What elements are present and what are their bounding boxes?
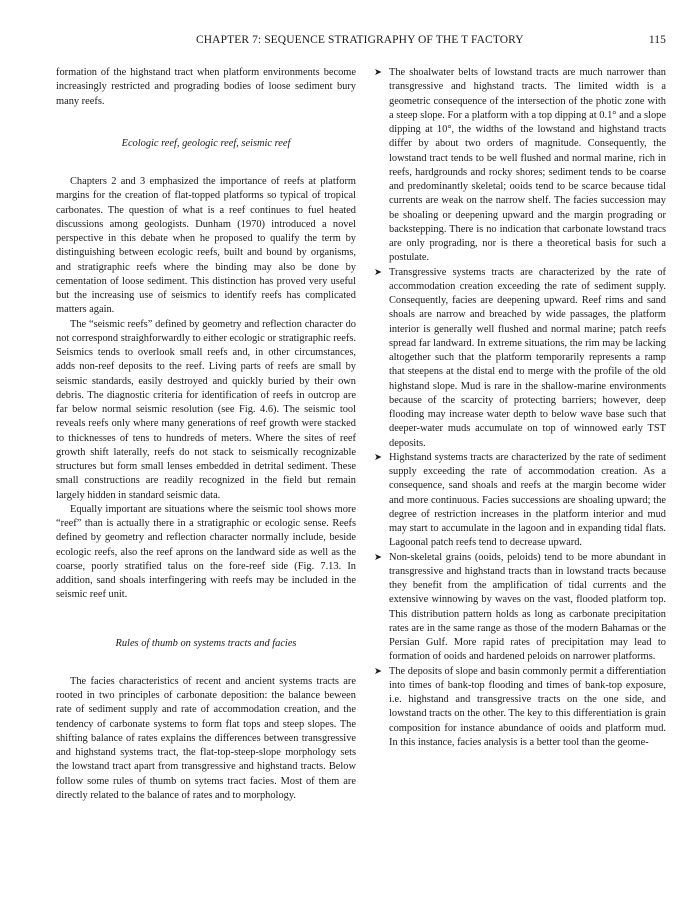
arrow-bullet-icon: ➤	[374, 666, 382, 677]
bullet-text: Non-skeletal grains (ooids, peloids) tend to be more abundant in transgressive and highstand tracts than in lowstand tracts because they benefit from the amplification of tidal currents and the extensive winnowing by waves on the vast, flooded platform top. This distribution pattern holds as long as carbonate precipitation rates are in the same range as those of the modern Bahamas or the Persian Gulf. More rapid rates of precipitation may lead to formation of ooids and hardened peloids on narrower platforms.	[389, 551, 666, 663]
arrow-bullet-icon: ➤	[374, 267, 382, 278]
paragraph-reefs-1: Chapters 2 and 3 emphasized the importance of reefs at platform margins for the creation of flat-topped platforms so typical of tropical carbonates. The question of what is a reef continues to fuel heated discussions among geologists. Dunham (1970) introduced a novel perspective in this debate when he proposed to qualify the term by distinguishing between ecologic reefs, built and bound by organisms, and stratigraphic reefs where the binding may also be done by cementation of loose sediment. This distinction has proved very useful but the increasing use of seismics to identify reefs has complicated matters again.	[56, 176, 356, 316]
paragraph-reefs-2: The “seismic reefs” defined by geometry and reflection character do not correspond straighforwardly to either ecologic or stratigraphic reefs. Seismics tends to overlook small reefs and, in other circumstances, adds non-reef deposits to the reef. Living parts of reefs are small by seismic standards, easily destroyed and quickly buried by their own debris. The diagnostic criteria for identification of reefs in outcrop are far below normal seismic resolution (see Fig. 4.6). The seismic tool reveals reefs only where many generations of reef growth were stacked to thicknesses of tens to hundreds of meters. Where the sites of reef growth shift laterally, reefs do not stack to seismically recognizable structures but form small lenses embedded in detrital sediment. These small constructions are readily recognized in the field but remain largely hidden in standard seismic data.	[56, 318, 356, 501]
left-column	[56, 66, 356, 803]
paragraph-reefs-3: Equally important are situations where the seismic tool shows more “reef” than is actually there in a stratigraphic or ecologic sense. Reefs defined by geometry and reflection character normally include, beside ecologic reefs, also the reef aprons on the landward side as well as the coarse, poorly stratified talus on the fore-reef side (Fig. 7.13. In addition, sand shoals interfingering with reefs may be included in the seismic reef unit.	[56, 503, 356, 601]
bullet-text: The shoalwater belts of lowstand tracts are much narrower than transgressive and highstand tracts. The limited width is a geometric consequence of the intersection of the photic zone with a steep slope. For a platform with a top dipping at 0.1° and a slope dipping at 10°, the widths of the lowstand and highstand tracts differ by about two orders of magnitude. Consequently, the lowstand tract tends to be well flushed and normal marine, rich in reefs, hardgrounds and rocky shores; sediment tends to be coarse and predominantly skeletal; ooids tend to be scarce because tidal currents are weak on the narrow shelf. The facies succession may be shoaling or deepening upward and the margin prograding or backstepping. There is no indication that carbonate lowstand tracs are only prograding, nor is there a theoretical basis for such a postulate.	[389, 67, 666, 264]
subheading-rules-of-thumb: Rules of thumb on systems tracts and facies	[115, 637, 297, 649]
paragraph-rules: The facies characteristics of recent and ancient systems tracts are rooted in two principles of carbonate deposition: the balance beween rate of sediment supply and rate of accommodation creation, and the tendency of carbonate systems to form flat tops and steep slopes. The shifting balance of rates explains the differences between transgressive and highstand systems tract, the flat-top-steep-slope morphology sets the lowstand tract apart from transgressive and highstand tracts. Below follow some rules of thumb on sytems tract facies. Most of them are directly related to the balance of rates and to morphology.	[56, 675, 356, 801]
bullet-text: Transgressive systems tracts are characterized by the rate of accommodation creation exceeding the rate of sediment supply. Consequently, facies are deepening upward. Reef rims and sand shoals are narrow and breached by wide passages, the platform interior is generally well flushed and normal marine; patch reefs spread far landward. In extreme situations, the rim may be lacking altogether such that the platform temporarily represents a ramp that steepens at the distal end to merge with the profile of the old highstand slope. Mud is rare in the shallow-marine environments because of the scarcity of protecting barriers; however, deep flooding may increase water depth to below wave base such that deeper-water muds accumulate on top of winnowed early TST deposits.	[389, 266, 666, 449]
chapter-title: CHAPTER 7: SEQUENCE STRATIGRAPHY OF THE T FACTORY	[196, 34, 524, 46]
arrow-bullet-icon: ➤	[374, 452, 382, 463]
bullet-lowstand	[374, 66, 666, 266]
bullet-non-skeletal-grains	[374, 551, 666, 665]
bullet-text: The deposits of slope and basin commonly permit a differentiation into times of bank-top flooding and times of bank-top exposure, i.e. highstand and transgressive tracts on the one side, and lowstand tracts on the other. The key to this differentiation is grain composition for instance abundance of ooids and platform mud. In this instance, facies analysis is a better tool than the geome-	[389, 665, 666, 748]
arrow-bullet-icon: ➤	[374, 552, 382, 563]
bullet-slope-basin	[374, 665, 666, 751]
bullet-highstand	[374, 451, 666, 551]
right-column	[374, 66, 666, 750]
bullet-transgressive	[374, 266, 666, 451]
bullet-text: Highstand systems tracts are characterized by the rate of sediment supply exceeding the rate of accommodation creation. As a consequence, sand shoals and reefs at the margin become wider and more continuous. Facies successions are shoaling upward; the degree of restriction increases in the platform interior and mud may start to accumulate in the lagoon and in expanding tidal flats. Lagoonal patch reefs tend to decrease upward.	[389, 451, 666, 549]
arrow-bullet-icon: ➤	[374, 68, 382, 78]
subheading-reef-types: Ecologic reef, geologic reef, seismic reef	[121, 137, 291, 149]
continuation-paragraph: formation of the highstand tract when platform environments become increasingly restricted and prograding bodies of loose sediment bury many reefs.	[56, 67, 356, 107]
running-header	[56, 34, 666, 50]
page-number: 115	[648, 34, 666, 46]
